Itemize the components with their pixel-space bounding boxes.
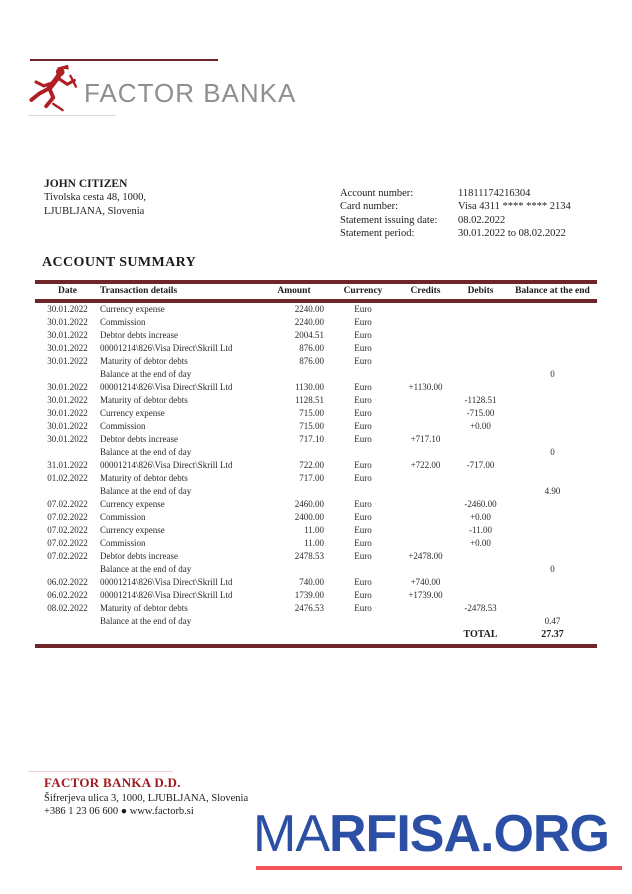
table-cell <box>398 537 453 550</box>
table-cell <box>398 563 453 576</box>
customer-address-line: Tivolska cesta 48, 1000, <box>44 192 146 203</box>
table-cell: 06.02.2022 <box>47 589 88 600</box>
running-figure-icon <box>28 64 80 114</box>
table-row <box>35 368 597 381</box>
table-cell: 00001214\826\Visa Direct\Skrill Ltd <box>100 589 233 600</box>
table-cell: Currency expense <box>100 407 165 418</box>
table-cell: 07.02.2022 <box>47 524 88 535</box>
table-cell: Euro <box>354 576 372 587</box>
table-cell: -1128.51 <box>464 394 497 405</box>
account-info-row <box>340 187 571 200</box>
table-cell: +1130.00 <box>408 381 443 392</box>
watermark-logo <box>253 806 625 863</box>
table-header-row <box>35 284 597 299</box>
table-cell: Euro <box>354 329 372 340</box>
table-row <box>35 342 597 355</box>
table-cell: 876.00 <box>299 342 324 353</box>
table-cell: Euro <box>354 394 372 405</box>
table-cell <box>508 420 597 433</box>
table-cell: Currency expense <box>100 498 165 509</box>
table-row <box>35 355 597 368</box>
table-cell: 1130.00 <box>295 381 324 392</box>
table-cell <box>35 615 100 628</box>
table-cell <box>260 368 328 381</box>
table-cell: 30.01.2022 <box>47 329 88 340</box>
table-cell <box>398 342 453 355</box>
table-cell: 740.00 <box>299 576 324 587</box>
table-cell <box>453 550 508 563</box>
table-cell: 07.02.2022 <box>47 550 88 561</box>
table-cell <box>453 381 508 394</box>
table-cell: 2004.51 <box>294 329 324 340</box>
table-cell: Currency expense <box>100 303 165 314</box>
table-cell <box>453 368 508 381</box>
table-cell: Euro <box>354 342 372 353</box>
table-cell <box>398 472 453 485</box>
table-cell: Debtor debts increase <box>100 329 178 340</box>
table-cell: -2478.53 <box>464 602 497 613</box>
account-info-value: Visa 4311 **** **** 2134 <box>458 201 571 213</box>
footer-bank-contact: +386 1 23 06 600 ● www.factorb.si <box>44 806 194 817</box>
table-cell: 30.01.2022 <box>47 407 88 418</box>
table-cell: +0.00 <box>470 511 491 522</box>
table-cell: Currency expense <box>100 524 165 535</box>
table-cell: +0.00 <box>470 537 491 548</box>
table-cell: 722.00 <box>299 459 324 470</box>
table-cell <box>508 550 597 563</box>
table-cell <box>508 394 597 407</box>
table-cell <box>508 316 597 329</box>
table-cell <box>453 433 508 446</box>
table-cell <box>35 446 100 459</box>
table-cell: Euro <box>354 355 372 366</box>
table-cell: 715.00 <box>299 420 324 431</box>
column-header: Credits <box>410 286 441 296</box>
table-cell: 00001214\826\Visa Direct\Skrill Ltd <box>100 459 233 470</box>
table-row <box>35 537 597 550</box>
table-cell: 715.00 <box>299 407 324 418</box>
table-cell: 717.00 <box>299 472 324 483</box>
table-cell <box>508 303 597 316</box>
table-cell: Euro <box>354 602 372 613</box>
table-cell: 07.02.2022 <box>47 537 88 548</box>
table-cell <box>453 615 508 628</box>
account-info-label: Card number: <box>340 201 399 213</box>
account-info-value: 08.02.2022 <box>458 214 506 226</box>
account-info-row <box>340 200 571 213</box>
account-info-row <box>340 214 571 227</box>
table-cell: Euro <box>354 511 372 522</box>
table-cell: 08.02.2022 <box>47 602 88 613</box>
table-row <box>35 407 597 420</box>
table-cell: +740.00 <box>410 576 441 587</box>
table-cell: 00001214\826\Visa Direct\Skrill Ltd <box>100 342 233 353</box>
table-cell <box>260 446 328 459</box>
table-cell <box>453 472 508 485</box>
customer-address-block <box>44 177 146 219</box>
table-cell <box>35 485 100 498</box>
column-header: Currency <box>343 286 383 296</box>
table-cell <box>508 602 597 615</box>
table-cell: Commission <box>100 420 146 431</box>
table-total-row <box>35 628 597 643</box>
table-row <box>35 576 597 589</box>
table-row <box>35 498 597 511</box>
table-cell <box>35 368 100 381</box>
table-cell <box>398 329 453 342</box>
table-cell <box>453 329 508 342</box>
table-cell <box>453 589 508 602</box>
table-cell: 11.00 <box>304 524 324 535</box>
table-cell <box>398 316 453 329</box>
table-cell <box>508 498 597 511</box>
table-cell <box>453 303 508 316</box>
table-cell: Maturity of debtor debts <box>100 602 188 613</box>
table-row <box>35 433 597 446</box>
table-cell <box>508 381 597 394</box>
table-cell: 0 <box>550 563 555 574</box>
table-cell: Euro <box>354 537 372 548</box>
table-cell: 0 <box>550 446 555 457</box>
table-cell <box>508 355 597 368</box>
table-cell <box>398 602 453 615</box>
table-cell <box>398 303 453 316</box>
table-cell <box>508 342 597 355</box>
table-cell: Balance at the end of day <box>100 368 192 379</box>
table-row <box>35 511 597 524</box>
table-cell: 30.01.2022 <box>47 381 88 392</box>
table-cell <box>508 537 597 550</box>
account-info-label: Account number: <box>340 188 414 199</box>
table-cell: 4.90 <box>544 485 561 496</box>
table-row <box>35 615 597 628</box>
table-cell: 30.01.2022 <box>47 394 88 405</box>
footer-divider <box>28 771 173 772</box>
table-cell <box>398 368 453 381</box>
table-cell: 2240.00 <box>294 303 324 314</box>
table-cell: Euro <box>354 433 372 444</box>
table-cell <box>398 511 453 524</box>
watermark-text-light: MA <box>253 805 329 863</box>
table-row <box>35 602 597 615</box>
total-label: TOTAL <box>463 628 498 640</box>
table-cell: -11.00 <box>469 524 492 535</box>
table-row <box>35 524 597 537</box>
table-cell: Commission <box>100 537 146 548</box>
table-cell: Maturity of debtor debts <box>100 394 188 405</box>
table-cell <box>260 563 328 576</box>
watermark-text-bold: RFISA.ORG <box>329 805 609 863</box>
table-cell: 30.01.2022 <box>47 433 88 444</box>
table-row <box>35 420 597 433</box>
table-cell <box>508 576 597 589</box>
table-cell: -2460.00 <box>464 498 497 509</box>
table-cell <box>508 524 597 537</box>
total-value: 27.37 <box>541 628 564 640</box>
table-cell <box>398 407 453 420</box>
section-title-account-summary: ACCOUNT SUMMARY <box>42 255 197 270</box>
column-header: Balance at the end <box>515 286 590 296</box>
logo-underline <box>28 115 116 116</box>
table-cell <box>328 446 398 459</box>
footer-bank-address: Šifrerjeva ulica 3, 1000, LJUBLJANA, Slovenia <box>44 792 249 804</box>
table-cell: 01.02.2022 <box>47 472 88 483</box>
table-cell <box>508 511 597 524</box>
table-cell: 2460.00 <box>294 498 324 509</box>
table-cell: Debtor debts increase <box>100 433 178 444</box>
footer-bank-name: FACTOR BANKA D.D. <box>44 775 181 790</box>
table-cell: 31.01.2022 <box>47 459 88 470</box>
table-cell: 2476.53 <box>294 602 324 613</box>
table-row <box>35 472 597 485</box>
table-cell: 07.02.2022 <box>47 511 88 522</box>
table-cell <box>453 446 508 459</box>
table-cell: 00001214\826\Visa Direct\Skrill Ltd <box>100 381 233 392</box>
table-cell: Balance at the end of day <box>100 446 192 457</box>
table-cell: 2478.53 <box>294 550 324 561</box>
table-cell <box>328 368 398 381</box>
table-cell <box>453 316 508 329</box>
table-cell <box>508 329 597 342</box>
table-cell: 30.01.2022 <box>47 420 88 431</box>
table-cell: 876.00 <box>299 355 324 366</box>
watermark-underline <box>256 866 622 870</box>
table-cell: -717.00 <box>466 459 495 470</box>
table-cell <box>35 563 100 576</box>
table-cell: 30.01.2022 <box>47 342 88 353</box>
table-cell <box>398 498 453 511</box>
table-cell: -715.00 <box>466 407 495 418</box>
table-cell: 0.47 <box>544 615 561 626</box>
table-cell: +722.00 <box>410 459 441 470</box>
account-info-row <box>340 227 571 240</box>
table-cell: +717.10 <box>410 433 441 444</box>
table-cell <box>508 407 597 420</box>
table-row <box>35 446 597 459</box>
table-cell <box>328 615 398 628</box>
table-row <box>35 485 597 498</box>
table-cell: +2478.00 <box>408 550 443 561</box>
table-cell: Euro <box>354 381 372 392</box>
table-cell <box>508 589 597 602</box>
table-cell: 07.02.2022 <box>47 498 88 509</box>
transactions-table <box>35 280 597 648</box>
column-header: Transaction details <box>100 286 178 296</box>
bank-logo-text: FACTOR BANKA <box>84 77 297 108</box>
table-cell: Balance at the end of day <box>100 485 192 496</box>
table-cell <box>508 433 597 446</box>
table-row <box>35 563 597 576</box>
table-cell <box>398 524 453 537</box>
column-header: Date <box>58 286 77 296</box>
account-info-block <box>340 187 571 241</box>
table-cell: Balance at the end of day <box>100 615 192 626</box>
table-cell: Euro <box>354 303 372 314</box>
table-cell: Euro <box>354 589 372 600</box>
table-body <box>35 303 597 628</box>
table-cell <box>453 576 508 589</box>
table-row <box>35 316 597 329</box>
table-cell: 2400.00 <box>294 511 324 522</box>
table-row <box>35 459 597 472</box>
table-cell <box>398 355 453 368</box>
header-divider <box>30 59 218 61</box>
table-cell: Euro <box>354 524 372 535</box>
table-cell: 0 <box>550 368 555 379</box>
column-header: Amount <box>277 286 311 296</box>
table-cell: 30.01.2022 <box>47 316 88 327</box>
table-cell <box>398 394 453 407</box>
table-cell: 30.01.2022 <box>47 303 88 314</box>
column-header: Debits <box>467 286 494 296</box>
table-cell <box>453 355 508 368</box>
table-cell: 2240.00 <box>294 316 324 327</box>
table-row <box>35 550 597 563</box>
table-cell: Euro <box>354 407 372 418</box>
table-row <box>35 329 597 342</box>
table-cell <box>260 615 328 628</box>
table-cell: Euro <box>354 459 372 470</box>
table-cell: Debtor debts increase <box>100 550 178 561</box>
account-info-value: 11811174216304 <box>458 188 531 199</box>
bank-logo <box>28 64 296 114</box>
table-cell: Euro <box>354 550 372 561</box>
table-row <box>35 394 597 407</box>
table-cell: 717.10 <box>299 433 324 444</box>
table-cell: 1128.51 <box>295 394 324 405</box>
table-bottom-border <box>35 644 597 648</box>
footer-block <box>44 776 248 819</box>
table-row <box>35 303 597 316</box>
table-cell: Euro <box>354 420 372 431</box>
table-cell <box>453 342 508 355</box>
table-cell: Commission <box>100 316 146 327</box>
table-cell <box>260 485 328 498</box>
account-info-label: Statement period: <box>340 228 415 240</box>
table-cell: 11.00 <box>304 537 324 548</box>
account-info-label: Statement issuing date: <box>340 214 438 226</box>
table-cell <box>453 563 508 576</box>
table-row <box>35 589 597 602</box>
table-cell: Euro <box>354 472 372 483</box>
table-cell <box>398 420 453 433</box>
table-cell: Euro <box>354 316 372 327</box>
table-cell <box>398 615 453 628</box>
table-cell: 1739.00 <box>294 589 324 600</box>
table-cell: Balance at the end of day <box>100 563 192 574</box>
table-cell: Commission <box>100 511 146 522</box>
customer-address-line: LJUBLJANA, Slovenia <box>44 206 145 217</box>
table-cell <box>328 563 398 576</box>
table-cell: Maturity of debtor debts <box>100 472 188 483</box>
customer-name: JOHN CITIZEN <box>44 178 128 190</box>
table-cell: +0.00 <box>470 420 491 431</box>
table-cell <box>508 472 597 485</box>
table-cell: +1739.00 <box>408 589 443 600</box>
table-cell: Maturity of debtor debts <box>100 355 188 366</box>
table-cell <box>328 485 398 498</box>
table-cell: 06.02.2022 <box>47 576 88 587</box>
table-cell <box>508 459 597 472</box>
table-cell <box>453 485 508 498</box>
table-cell <box>398 485 453 498</box>
account-info-value: 30.01.2022 to 08.02.2022 <box>458 228 566 240</box>
table-cell: 30.01.2022 <box>47 355 88 366</box>
table-cell <box>398 446 453 459</box>
table-row <box>35 381 597 394</box>
table-cell: 00001214\826\Visa Direct\Skrill Ltd <box>100 576 233 587</box>
table-cell: Euro <box>354 498 372 509</box>
